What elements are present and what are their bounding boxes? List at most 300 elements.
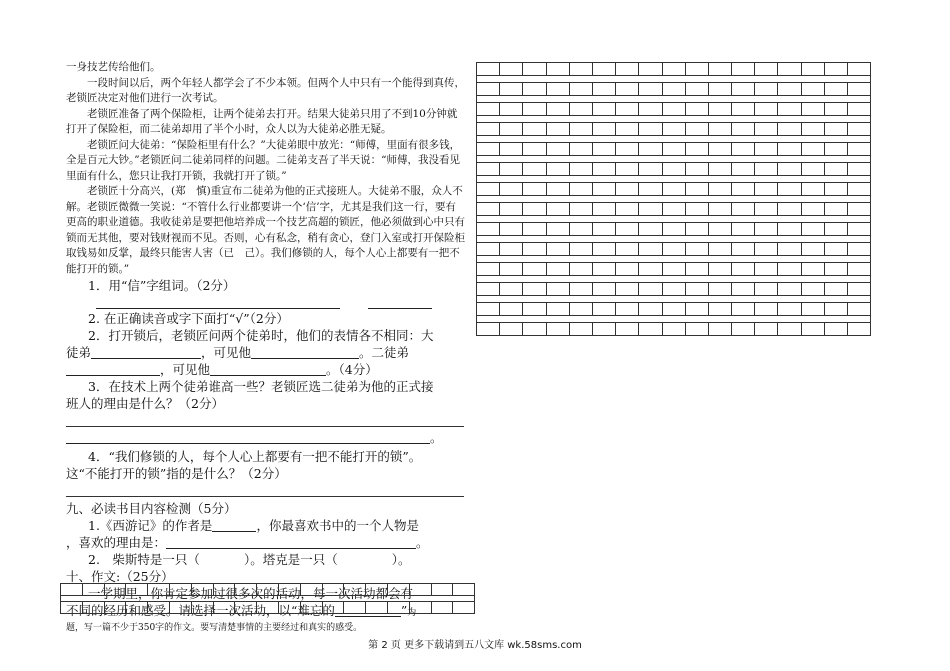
grid-cell[interactable]: [778, 263, 801, 276]
grid-cell[interactable]: [778, 183, 801, 196]
grid-cell[interactable]: [344, 584, 366, 596]
grid-cell[interactable]: [169, 602, 191, 614]
grid-cell[interactable]: [616, 123, 639, 136]
grid-cell[interactable]: [778, 223, 801, 236]
grid-cell[interactable]: [569, 203, 592, 216]
grid-cell[interactable]: [824, 223, 847, 236]
grid-cell[interactable]: [778, 283, 801, 296]
grid-cell[interactable]: [235, 584, 257, 596]
grid-row: [477, 196, 871, 203]
grid-cell[interactable]: [685, 323, 708, 336]
grid-cell[interactable]: [801, 263, 824, 276]
grid-cell[interactable]: [257, 602, 279, 614]
grid-cell[interactable]: [477, 123, 500, 136]
grid-cell[interactable]: [848, 263, 871, 276]
grid-cell[interactable]: [755, 323, 778, 336]
grid-cell[interactable]: [639, 243, 662, 256]
grid-cell[interactable]: [148, 584, 170, 596]
grid-cell[interactable]: [662, 283, 685, 296]
answer-blank[interactable]: [212, 519, 256, 532]
answer-line[interactable]: [66, 412, 464, 427]
grid-cell[interactable]: [639, 103, 662, 116]
answer-line[interactable]: [66, 482, 464, 497]
grid-cell[interactable]: [755, 243, 778, 256]
grid-cell[interactable]: [662, 83, 685, 96]
answer-blank[interactable]: [166, 536, 416, 549]
grid-cell[interactable]: [732, 163, 755, 176]
grid-cell[interactable]: [523, 223, 546, 236]
grid-cell[interactable]: [592, 183, 615, 196]
grid-cell[interactable]: [732, 83, 755, 96]
grid-cell[interactable]: [778, 323, 801, 336]
grid-cell[interactable]: [685, 203, 708, 216]
grid-cell[interactable]: [191, 584, 213, 596]
grid-cell[interactable]: [639, 263, 662, 276]
grid-cell[interactable]: [523, 143, 546, 156]
grid-cell[interactable]: [732, 243, 755, 256]
q3-text: 。（4分）: [326, 362, 378, 377]
grid-cell[interactable]: [500, 83, 523, 96]
grid-cell[interactable]: [801, 163, 824, 176]
grid-cell[interactable]: [569, 123, 592, 136]
grid-cell[interactable]: [685, 283, 708, 296]
grid-cell[interactable]: [569, 323, 592, 336]
grid-cell[interactable]: [662, 183, 685, 196]
grid-cell[interactable]: [546, 183, 569, 196]
answer-blank[interactable]: [66, 363, 160, 376]
grid-cell[interactable]: [778, 143, 801, 156]
answer-blank[interactable]: [368, 296, 432, 309]
grid-cell[interactable]: [824, 63, 847, 76]
grid-cell[interactable]: [616, 63, 639, 76]
grid-cell[interactable]: [848, 203, 871, 216]
grid-cell[interactable]: [685, 123, 708, 136]
grid-cell[interactable]: [523, 163, 546, 176]
grid-cell[interactable]: [546, 223, 569, 236]
grid-cell[interactable]: [104, 584, 126, 596]
grid-cell[interactable]: [639, 183, 662, 196]
grid-cell[interactable]: [616, 323, 639, 336]
grid-cell[interactable]: [616, 283, 639, 296]
grid-cell[interactable]: [801, 243, 824, 256]
grid-cell[interactable]: [546, 63, 569, 76]
grid-cell[interactable]: [523, 243, 546, 256]
grid-cell[interactable]: [569, 143, 592, 156]
grid-cell[interactable]: [662, 263, 685, 276]
answer-blank[interactable]: [251, 346, 359, 359]
answer-blank[interactable]: [96, 296, 340, 309]
grid-cell[interactable]: [685, 183, 708, 196]
grid-cell[interactable]: [662, 143, 685, 156]
grid-cell[interactable]: [801, 183, 824, 196]
grid-cell[interactable]: [778, 163, 801, 176]
grid-cell[interactable]: [523, 263, 546, 276]
grid-cell[interactable]: [523, 203, 546, 216]
grid-row: [477, 296, 871, 303]
grid-cell[interactable]: [639, 203, 662, 216]
grid-cell[interactable]: [732, 123, 755, 136]
grid-cell[interactable]: [278, 584, 300, 596]
grid-cell[interactable]: [523, 123, 546, 136]
grid-cell[interactable]: [300, 584, 322, 596]
grid-cell[interactable]: [708, 203, 731, 216]
grid-cell[interactable]: [801, 203, 824, 216]
grid-cell[interactable]: [848, 183, 871, 196]
s9-text: ，喜欢的理由是：: [66, 535, 167, 550]
grid-cell[interactable]: [662, 243, 685, 256]
grid-cell[interactable]: [477, 103, 500, 116]
grid-cell[interactable]: [616, 183, 639, 196]
grid-cell[interactable]: [569, 103, 592, 116]
grid-cell[interactable]: [344, 602, 366, 614]
grid-cell[interactable]: [500, 243, 523, 256]
grid-cell[interactable]: [500, 263, 523, 276]
grid-cell[interactable]: [453, 602, 475, 614]
grid-cell[interactable]: [500, 223, 523, 236]
grid-cell[interactable]: [732, 323, 755, 336]
essay-prompt-line-1: 一学期里，你肯定参加过很多次的活动，每一次活动都会有: [88, 586, 414, 601]
grid-cell[interactable]: [523, 83, 546, 96]
grid-cell[interactable]: [500, 323, 523, 336]
grid-cell[interactable]: [477, 223, 500, 236]
grid-cell[interactable]: [300, 602, 322, 614]
grid-cell[interactable]: [477, 83, 500, 96]
grid-cell[interactable]: [477, 283, 500, 296]
grid-cell[interactable]: [824, 283, 847, 296]
grid-cell[interactable]: [616, 83, 639, 96]
grid-cell[interactable]: [546, 263, 569, 276]
grid-cell[interactable]: [546, 103, 569, 116]
grid-cell[interactable]: [523, 323, 546, 336]
grid-cell[interactable]: [662, 223, 685, 236]
grid-cell[interactable]: [824, 203, 847, 216]
s9-text: 。: [416, 535, 429, 550]
grid-cell[interactable]: [848, 143, 871, 156]
grid-cell[interactable]: [213, 602, 235, 614]
grid-cell[interactable]: [848, 323, 871, 336]
grid-cell[interactable]: [755, 63, 778, 76]
grid-cell[interactable]: [639, 83, 662, 96]
grid-cell[interactable]: [387, 584, 409, 596]
grid-cell[interactable]: [477, 143, 500, 156]
grid-cell[interactable]: [148, 602, 170, 614]
grid-cell[interactable]: [685, 243, 708, 256]
grid-cell[interactable]: [592, 103, 615, 116]
grid-cell[interactable]: [477, 263, 500, 276]
grid-cell[interactable]: [801, 103, 824, 116]
grid-cell[interactable]: [848, 83, 871, 96]
grid-cell[interactable]: [616, 263, 639, 276]
answer-blank[interactable]: [91, 346, 201, 359]
grid-cell[interactable]: [500, 303, 523, 316]
grid-cell[interactable]: [477, 303, 500, 316]
grid-cell[interactable]: [639, 123, 662, 136]
grid-cell[interactable]: [592, 243, 615, 256]
grid-cell[interactable]: [592, 223, 615, 236]
grid-cell[interactable]: [616, 303, 639, 316]
grid-cell[interactable]: [409, 602, 431, 614]
grid-cell[interactable]: [500, 63, 523, 76]
grid-cell[interactable]: [569, 183, 592, 196]
grid-cell[interactable]: [500, 163, 523, 176]
grid-cell[interactable]: [546, 303, 569, 316]
grid-cell[interactable]: [732, 143, 755, 156]
grid-cell[interactable]: [755, 203, 778, 216]
grid-cell[interactable]: [848, 123, 871, 136]
question-1-answer-lines: [66, 294, 466, 310]
grid-cell[interactable]: [616, 203, 639, 216]
grid-cell[interactable]: [546, 143, 569, 156]
grid-cell[interactable]: [708, 63, 731, 76]
grid-cell[interactable]: [778, 303, 801, 316]
grid-cell[interactable]: [732, 263, 755, 276]
grid-cell[interactable]: [685, 103, 708, 116]
grid-cell[interactable]: [546, 163, 569, 176]
grid-cell[interactable]: [569, 63, 592, 76]
grid-cell[interactable]: [824, 303, 847, 316]
grid-cell[interactable]: [477, 203, 500, 216]
grid-cell[interactable]: [848, 163, 871, 176]
grid-cell[interactable]: [546, 243, 569, 256]
grid-cell[interactable]: [257, 584, 279, 596]
grid-cell[interactable]: [708, 123, 731, 136]
grid-cell[interactable]: [848, 243, 871, 256]
grid-cell[interactable]: [732, 183, 755, 196]
grid-cell[interactable]: [778, 123, 801, 136]
q4-end-mark: 。: [430, 430, 443, 445]
grid-cell[interactable]: [685, 263, 708, 276]
grid-cell[interactable]: [500, 183, 523, 196]
grid-row: [477, 216, 871, 223]
grid-cell[interactable]: [616, 163, 639, 176]
grid-cell[interactable]: [477, 163, 500, 176]
grid-cell[interactable]: [755, 263, 778, 276]
grid-cell[interactable]: [523, 283, 546, 296]
grid-cell[interactable]: [708, 223, 731, 236]
composition-grid-right[interactable]: [476, 62, 871, 336]
grid-cell[interactable]: [801, 143, 824, 156]
grid-cell[interactable]: [732, 103, 755, 116]
grid-cell[interactable]: [592, 323, 615, 336]
grid-cell[interactable]: [616, 103, 639, 116]
grid-cell[interactable]: [431, 584, 453, 596]
grid-cell[interactable]: [592, 63, 615, 76]
grid-cell[interactable]: [523, 303, 546, 316]
grid-cell[interactable]: [126, 584, 148, 596]
grid-cell[interactable]: [662, 123, 685, 136]
grid-cell[interactable]: [801, 63, 824, 76]
grid-cell[interactable]: [824, 143, 847, 156]
grid-cell[interactable]: [685, 63, 708, 76]
grid-cell[interactable]: [431, 602, 453, 614]
grid-cell[interactable]: [824, 323, 847, 336]
grid-cell[interactable]: [126, 602, 148, 614]
grid-cell[interactable]: [755, 223, 778, 236]
grid-cell[interactable]: [801, 283, 824, 296]
grid-cell[interactable]: [500, 283, 523, 296]
grid-cell[interactable]: [732, 203, 755, 216]
grid-cell[interactable]: [708, 103, 731, 116]
grid-row: [477, 223, 871, 236]
grid-cell[interactable]: [848, 283, 871, 296]
grid-cell[interactable]: [569, 283, 592, 296]
grid-cell[interactable]: [409, 584, 431, 596]
grid-cell[interactable]: [569, 263, 592, 276]
grid-cell[interactable]: [366, 602, 388, 614]
grid-cell[interactable]: [848, 103, 871, 116]
grid-cell[interactable]: [755, 83, 778, 96]
grid-cell[interactable]: [778, 203, 801, 216]
grid-cell[interactable]: [569, 303, 592, 316]
grid-cell[interactable]: [778, 243, 801, 256]
grid-cell[interactable]: [662, 323, 685, 336]
grid-cell[interactable]: [569, 163, 592, 176]
grid-cell[interactable]: [824, 163, 847, 176]
grid-cell[interactable]: [778, 63, 801, 76]
grid-cell[interactable]: [824, 83, 847, 96]
grid-cell[interactable]: [366, 584, 388, 596]
grid-cell[interactable]: [732, 283, 755, 296]
grid-cell[interactable]: [213, 584, 235, 596]
answer-blank[interactable]: [66, 431, 430, 444]
grid-cell[interactable]: [755, 103, 778, 116]
grid-cell[interactable]: [500, 143, 523, 156]
grid-cell[interactable]: [500, 123, 523, 136]
grid-cell[interactable]: [708, 303, 731, 316]
grid-cell[interactable]: [824, 123, 847, 136]
grid-cell[interactable]: [685, 143, 708, 156]
grid-cell[interactable]: [755, 183, 778, 196]
grid-cell[interactable]: [322, 584, 344, 596]
grid-cell[interactable]: [639, 143, 662, 156]
grid-cell[interactable]: [592, 303, 615, 316]
grid-cell[interactable]: [546, 83, 569, 96]
grid-cell[interactable]: [592, 143, 615, 156]
grid-cell[interactable]: [546, 283, 569, 296]
grid-cell[interactable]: [61, 602, 83, 614]
grid-cell[interactable]: [477, 63, 500, 76]
grid-cell[interactable]: [708, 143, 731, 156]
grid-cell[interactable]: [191, 602, 213, 614]
grid-cell[interactable]: [477, 243, 500, 256]
grid-cell[interactable]: [546, 203, 569, 216]
grid-cell[interactable]: [639, 63, 662, 76]
grid-cell[interactable]: [824, 243, 847, 256]
grid-cell[interactable]: [778, 83, 801, 96]
grid-cell[interactable]: [708, 263, 731, 276]
grid-cell[interactable]: [732, 303, 755, 316]
grid-cell[interactable]: [569, 223, 592, 236]
answer-blank[interactable]: [210, 363, 326, 376]
grid-cell[interactable]: [639, 303, 662, 316]
grid-cell[interactable]: [235, 602, 257, 614]
grid-cell[interactable]: [848, 303, 871, 316]
grid-cell[interactable]: [592, 203, 615, 216]
grid-cell[interactable]: [477, 183, 500, 196]
grid-cell[interactable]: [801, 83, 824, 96]
grid-cell[interactable]: [104, 602, 126, 614]
grid-cell[interactable]: [778, 103, 801, 116]
grid-cell[interactable]: [685, 223, 708, 236]
grid-cell[interactable]: [569, 243, 592, 256]
grid-cell[interactable]: [708, 283, 731, 296]
grid-cell[interactable]: [662, 63, 685, 76]
grid-cell[interactable]: [848, 223, 871, 236]
grid-cell[interactable]: [616, 223, 639, 236]
grid-cell[interactable]: [387, 602, 409, 614]
grid-cell[interactable]: [755, 303, 778, 316]
grid-cell[interactable]: [662, 163, 685, 176]
grid-cell[interactable]: [801, 323, 824, 336]
grid-cell[interactable]: [824, 183, 847, 196]
grid-cell[interactable]: [755, 283, 778, 296]
grid-cell[interactable]: [639, 163, 662, 176]
grid-cell[interactable]: [824, 263, 847, 276]
grid-cell[interactable]: [616, 143, 639, 156]
grid-cell[interactable]: [592, 83, 615, 96]
grid-cell[interactable]: [523, 183, 546, 196]
grid-cell[interactable]: [685, 163, 708, 176]
grid-cell[interactable]: [732, 63, 755, 76]
grid-cell[interactable]: [592, 123, 615, 136]
grid-cell[interactable]: [708, 183, 731, 196]
grid-cell[interactable]: [546, 323, 569, 336]
grid-cell[interactable]: [477, 323, 500, 336]
grid-cell[interactable]: [82, 602, 104, 614]
grid-cell[interactable]: [322, 602, 344, 614]
grid-cell[interactable]: [639, 283, 662, 296]
grid-cell[interactable]: [592, 283, 615, 296]
grid-cell[interactable]: [662, 203, 685, 216]
grid-cell[interactable]: [848, 63, 871, 76]
grid-cell[interactable]: [523, 63, 546, 76]
grid-cell[interactable]: [569, 83, 592, 96]
grid-cell[interactable]: [169, 584, 191, 596]
grid-cell[interactable]: [662, 103, 685, 116]
grid-cell[interactable]: [732, 223, 755, 236]
grid-cell[interactable]: [592, 163, 615, 176]
grid-cell[interactable]: [592, 263, 615, 276]
grid-cell[interactable]: [685, 303, 708, 316]
grid-cell[interactable]: [755, 163, 778, 176]
grid-cell[interactable]: [546, 123, 569, 136]
grid-row: [477, 236, 871, 243]
grid-cell[interactable]: [801, 123, 824, 136]
grid-cell[interactable]: [801, 223, 824, 236]
grid-cell[interactable]: [616, 243, 639, 256]
grid-cell[interactable]: [708, 243, 731, 256]
grid-cell[interactable]: [801, 303, 824, 316]
grid-cell[interactable]: [639, 323, 662, 336]
grid-cell[interactable]: [82, 584, 104, 596]
grid-cell[interactable]: [755, 123, 778, 136]
grid-cell[interactable]: [708, 83, 731, 96]
grid-cell[interactable]: [453, 584, 475, 596]
grid-cell[interactable]: [500, 103, 523, 116]
grid-cell[interactable]: [662, 303, 685, 316]
grid-cell[interactable]: [824, 103, 847, 116]
grid-cell[interactable]: [755, 143, 778, 156]
grid-cell[interactable]: [523, 103, 546, 116]
grid-cell[interactable]: [500, 203, 523, 216]
grid-cell[interactable]: [278, 602, 300, 614]
grid-cell[interactable]: [61, 584, 83, 596]
grid-cell[interactable]: [708, 163, 731, 176]
grid-cell[interactable]: [708, 323, 731, 336]
composition-grid-bottom[interactable]: [60, 583, 475, 614]
grid-cell[interactable]: [685, 83, 708, 96]
grid-cell[interactable]: [639, 223, 662, 236]
